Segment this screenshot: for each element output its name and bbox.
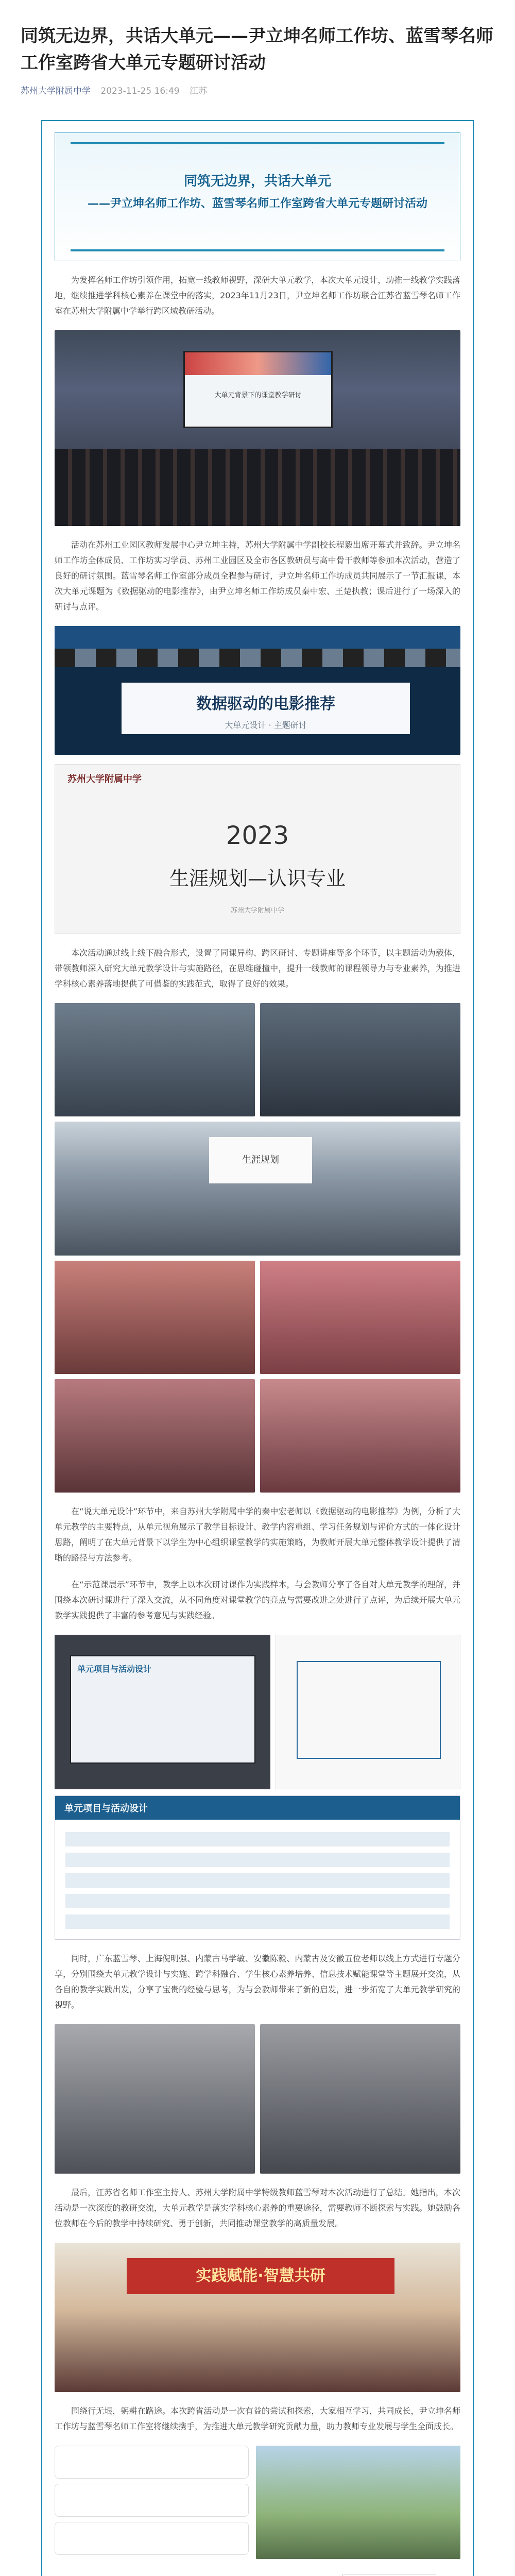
slide2-year: 2023 (226, 821, 289, 850)
photo-row-speakers (55, 2024, 460, 2174)
closing-graphics (55, 2446, 460, 2559)
card-item (55, 2446, 249, 2479)
publish-location: 江苏 (190, 86, 208, 96)
publish-date: 2023-11-25 16:49 (100, 86, 180, 96)
slide-activity-design (55, 1795, 460, 1940)
audience (55, 449, 460, 526)
activity-slide-body (65, 1832, 450, 1929)
cards-column (55, 2446, 249, 2559)
classroom-slide: 生涯规划 (209, 1137, 312, 1183)
photo-classroom-wide (55, 1122, 460, 1256)
photo-students-2 (260, 1261, 460, 1374)
banner-line-2: ——尹立坤名师工作坊、蓝雪琴名师工作室跨省大单元专题研讨活动 (87, 197, 427, 210)
card-item (55, 2522, 249, 2555)
banner-bottom-rule (71, 249, 444, 251)
banner-line-1: 同筑无边界，共话大单元 (183, 174, 331, 189)
photo-row-slides (55, 1635, 460, 1789)
projected-slide (70, 1655, 255, 1764)
photo-students-3 (55, 1379, 255, 1493)
photo-lecture-left (55, 1003, 255, 1116)
slide2-footer: 苏州大学附属中学 (230, 907, 284, 914)
article-title: 同筑无边界，共话大单元——尹立坤名师工作坊、蓝雪琴名师工作室跨省大单元专题研讨活动 (21, 26, 493, 73)
photo-slide-projection (55, 1635, 270, 1789)
account-link[interactable]: 苏州大学附属中学 (21, 86, 91, 96)
group-banner: 实践赋能·智慧共研 (127, 2258, 394, 2294)
paragraph-closing: 围绕行无垠，躬耕在路途。本次跨省活动是一次有益的尝试和探索，大家相互学习，共同成长，尹立坤名师工作坊与蓝雪琴名师工作室将继续携手，为推进大单元教学研究贡献力量，助力教师专业发展与学生全面成长。 (55, 2406, 460, 2431)
slide2-title: 生涯规划—认识专业 (169, 867, 346, 890)
screen-caption: 大单元背景下的课堂教学研讨 (214, 392, 302, 399)
photo-row-lecture (55, 1003, 460, 1116)
screen-strip (185, 352, 331, 375)
slide-career-planning (55, 764, 460, 934)
photo-row-students (55, 1261, 460, 1374)
banner-top-rule (71, 142, 444, 144)
photo-group (55, 2243, 460, 2392)
article-meta (21, 83, 494, 96)
paragraph-online-sharing: 同时，广东蓝雪琴、上海倪明强、内蒙古马学敏、安徽陈毅、内蒙古及安徽五位老师以线上方式进行专题分享，分别围绕大单元教学设计与实施、跨学科融合、学生核心素养培养、信息技术赋能课堂等主题展开交流，从各自的教学实践出发，分享了宝贵的经验与思考，为与会教师带来了新的启发，进一步拓宽了大单元教学研究的视野。 (55, 1954, 460, 2010)
photo-diagram (276, 1635, 460, 1789)
photo-row-students-2 (55, 1379, 460, 1493)
footer-qr-area (55, 2569, 460, 2576)
projected-slide-title: 单元项目与活动设计 (77, 1664, 152, 1674)
slide-movie-recommendation (55, 626, 460, 755)
photo-students-1 (55, 1261, 255, 1374)
card-item (55, 2484, 249, 2517)
slide-title-box (122, 683, 410, 734)
article-content (41, 120, 474, 2576)
film-strip (55, 649, 460, 667)
slide-title: 数据驱动的电影推荐 (196, 695, 335, 713)
paragraph-format: 本次活动通过线上线下融合形式，设置了同课异构、跨区研讨、专题讲座等多个环节，以主题活动为载体，带领教师深入研究大单元教学设计与实施路径，在思维碰撞中，提升一线教师的课程领导力与专业素养，为推进学科核心素养落地提供了可借鉴的实践范式，取得了良好的效果。 (55, 948, 460, 989)
photo-auditorium (55, 330, 460, 526)
slide-subtitle: 大单元设计 · 主题研讨 (225, 720, 307, 730)
title-banner (55, 132, 460, 261)
paragraph-intro: 为发挥名师工作坊引领作用，拓宽一线教师视野，深研大单元教学，本次大单元设计，助推一线教学实践落地，继续推进学科核心素养在课堂中的落实，2023年11月23日，尹立坤名师工作坊联合江苏省蓝雪琴名师工作室在苏州大学附属中学举行跨区域教研活动。 (55, 275, 460, 316)
slide-header-bar (55, 626, 460, 649)
projection-screen (183, 351, 333, 428)
photo-speaker-2 (260, 2024, 460, 2174)
paragraph-opening: 活动在苏州工业园区教师发展中心尹立坤主持，苏州大学附属中学副校长程毅出席开幕式并致辞。尹立坤名师工作坊全体成员、工作坊实习学员、苏州工业园区及全市各区教研员与高中骨干教师等参加本次活动，营造了良好的研讨氛围。蓝雪琴名师工作室部分成员全程参与研讨，尹立坤名师工作坊成员共同展示了一节汇报课，本次大单元课题为《数据驱动的电影推荐》，由尹立坤名师工作坊成员秦中宏、王楚执教；课后进行了一场深入的研讨与点评。 (55, 540, 460, 612)
paragraph-summary: 最后，江苏省名师工作室主持人、苏州大学附属中学特级教师蓝雪琴对本次活动进行了总结。她指出，本次活动是一次深度的教研交流，大单元教学是落实学科核心素养的重要途径，需要教师不断探索与实践。她鼓励各位教师在今后的教学中持续研究、勇于创新，共同推动课堂教学的高质量发展。 (55, 2188, 460, 2228)
slide2-school: 苏州大学附属中学 (67, 774, 142, 785)
activity-slide-title: 单元项目与活动设计 (55, 1796, 460, 1820)
photo-lecture-right (260, 1003, 460, 1116)
paragraph-demo-lesson: 在“示范课展示”环节中，教学上以本次研讨课作为实践样本，与会教师分享了各自对大单元教学的理解，并围绕本次研讨课进行了深入交流，从不同角度对课堂教学的亮点与需要改进之处进行了点评，为后续开展大单元教学实践提供了丰富的参考意见与实践经验。 (55, 1580, 460, 1620)
photo-campus (256, 2446, 460, 2559)
content-frame (41, 120, 474, 2576)
article-header (0, 0, 515, 101)
paragraph-unit-design: 在“说大单元设计”环节中，来自苏州大学附属中学的秦中宏老师以《数据驱动的电影推荐》为例，分析了大单元教学的主要特点，从单元视角展示了教学目标设计、教学内容重组、学习任务规划与评价方式的一体化设计思路，阐明了在大单元背景下以学生为中心组织课堂教学的实施策略，为教师开展大单元整体教学设计提供了清晰的路径与方法参考。 (55, 1506, 460, 1563)
photo-speaker-1 (55, 2024, 255, 2174)
photo-students-4 (260, 1379, 460, 1493)
diagram-box (297, 1661, 441, 1759)
